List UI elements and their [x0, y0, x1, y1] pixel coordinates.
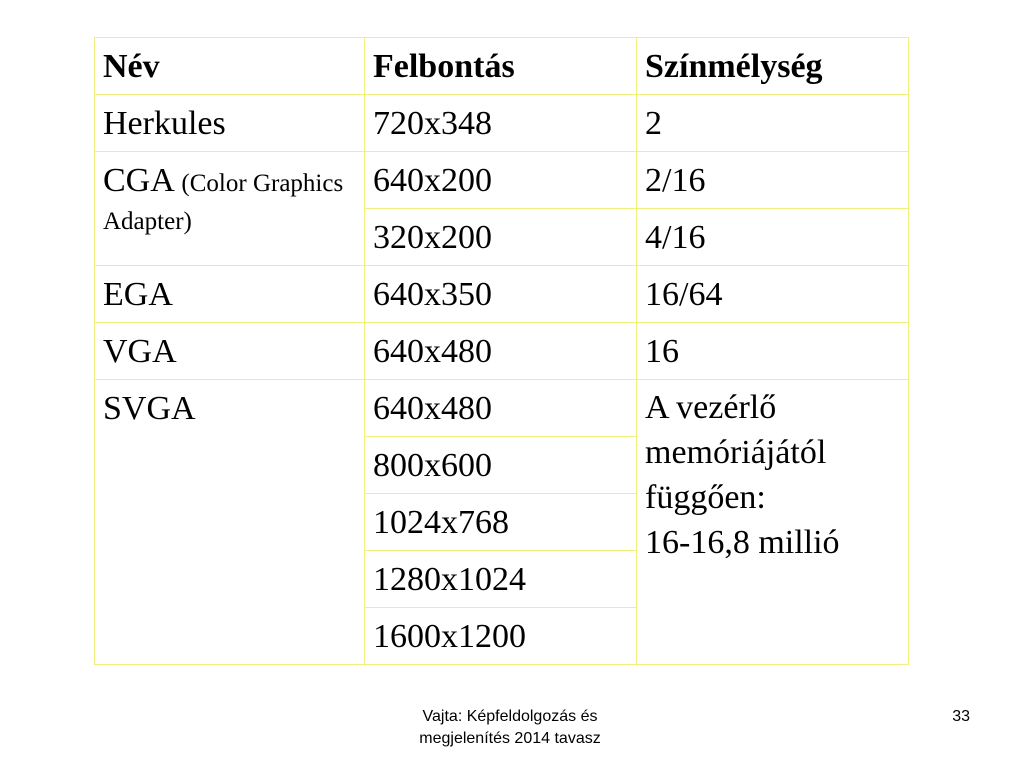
table-row-cga-1 [95, 152, 909, 209]
footer-caption-line: megjelenítés 2014 tavasz [419, 730, 601, 747]
svga-depth-line: 16-16,8 millió [645, 524, 840, 561]
display-modes-table [94, 37, 909, 665]
table-row-vga [95, 323, 909, 380]
cell-resolution: 640x350 [365, 266, 637, 323]
cell-depth: 4/16 [637, 209, 909, 266]
page-number: 33 [952, 708, 970, 725]
cell-resolution: 640x200 [365, 152, 637, 209]
table-header-row [95, 38, 909, 95]
cell-resolution: 1024x768 [365, 494, 637, 551]
header-color-depth: Színmélység [637, 38, 909, 95]
header-name: Név [95, 38, 365, 95]
cell-name: EGA [95, 266, 365, 323]
cell-depth: 16 [637, 323, 909, 380]
cell-name-svga: SVGA [95, 380, 365, 665]
cell-resolution: 720x348 [365, 95, 637, 152]
cell-depth: 16/64 [637, 266, 909, 323]
cell-resolution: 320x200 [365, 209, 637, 266]
cell-depth: 2 [637, 95, 909, 152]
table-row-herkules [95, 95, 909, 152]
cga-name: CGA [103, 162, 173, 199]
svga-depth-line: függően: [645, 479, 766, 516]
cell-name: Herkules [95, 95, 365, 152]
cell-resolution: 640x480 [365, 323, 637, 380]
cell-depth-svga [637, 380, 909, 665]
svga-depth-line: memóriájától [645, 434, 827, 471]
header-resolution: Felbontás [365, 38, 637, 95]
cell-depth: 2/16 [637, 152, 909, 209]
cell-resolution: 1280x1024 [365, 551, 637, 608]
table-row-svga-1 [95, 380, 909, 437]
svga-depth-line: A vezérlő [645, 389, 777, 426]
footer-caption-line: Vajta: Képfeldolgozás és [422, 708, 598, 725]
cell-resolution: 1600x1200 [365, 608, 637, 665]
cell-name-cga [95, 152, 365, 266]
cga-note: (Color Graphics Adapter) [103, 170, 344, 235]
cell-name: VGA [95, 323, 365, 380]
cell-resolution: 640x480 [365, 380, 637, 437]
table-row-ega [95, 266, 909, 323]
cell-resolution: 800x600 [365, 437, 637, 494]
footer-caption [350, 706, 670, 750]
